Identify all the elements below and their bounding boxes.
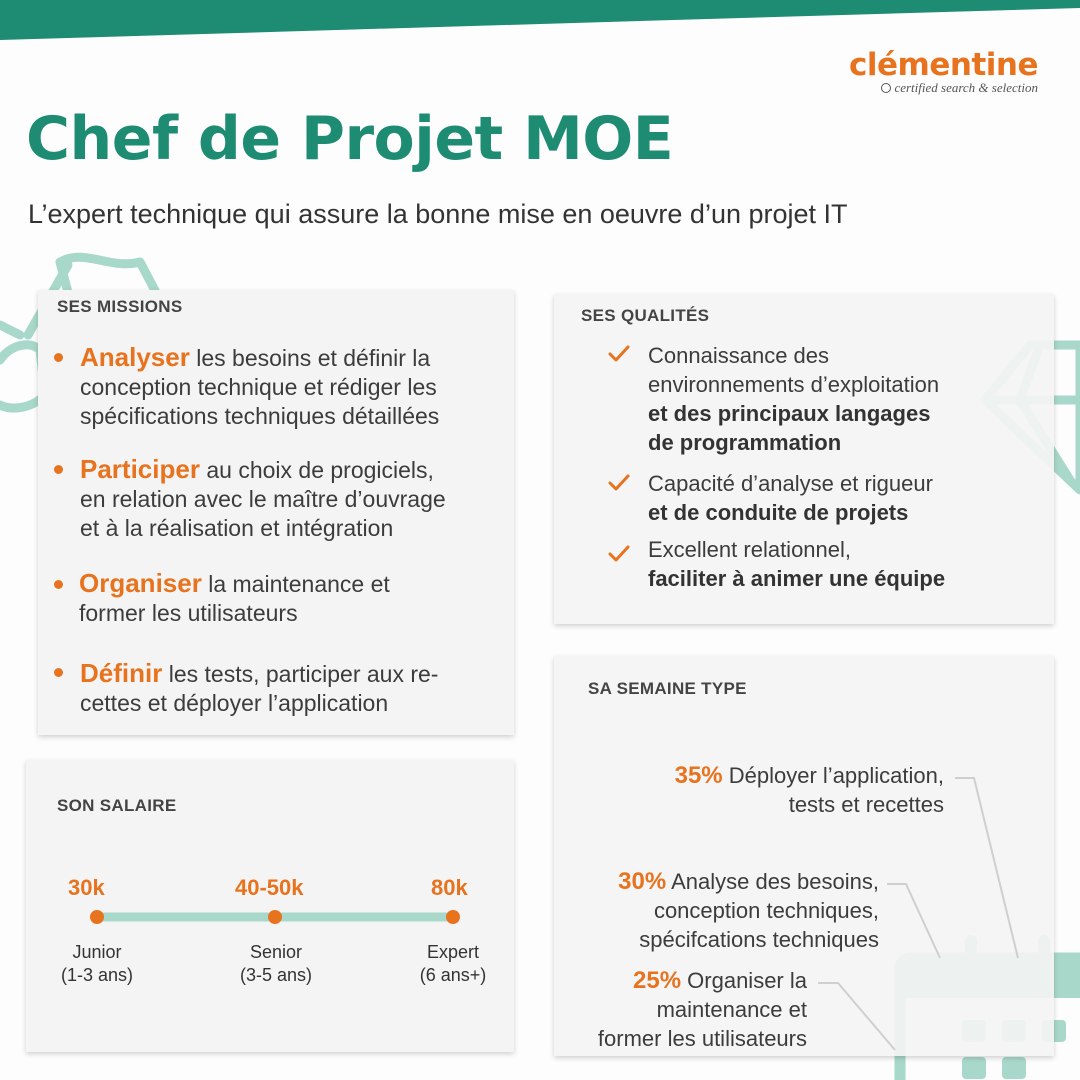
qualities-title: SES QUALITÉS: [581, 306, 710, 325]
mission-verb: Participer: [80, 454, 200, 484]
brand-name: clémentine: [849, 47, 1038, 83]
quality-text: Excellent relationnel,: [648, 537, 852, 562]
mission-text: cettes et déployer l’application: [80, 690, 389, 716]
week-text: former les utilisateurs: [597, 1026, 807, 1051]
quality-text: Capacité d’analyse et rigueur: [648, 471, 933, 496]
week-percent: 30%: [618, 868, 667, 895]
salary-level-years: (3-5 ans): [239, 965, 313, 985]
salary-level-years: (1-3 ans): [60, 965, 134, 985]
page-subtitle: L’expert technique qui assure la bonne mise en oeuvre d’un projet IT: [28, 199, 848, 229]
mission-text: conception technique et rédiger les: [80, 374, 437, 400]
week-text: spécifcations techniques: [639, 927, 879, 952]
week-title: SA SEMAINE TYPE: [588, 679, 747, 698]
week-text: Analyse des besoins,: [666, 869, 879, 894]
salary-level-label: Senior: [249, 942, 303, 962]
salary-value: 80k: [431, 875, 468, 900]
salary-level-label: Junior: [72, 942, 122, 962]
week-text: tests et recettes: [788, 792, 944, 817]
salary-value: 30k: [68, 875, 105, 900]
week-text: Déployer l’application,: [722, 763, 944, 788]
week-item: [618, 867, 879, 954]
quality-bold-text: de programmation: [648, 430, 842, 455]
week-text: maintenance et: [656, 997, 807, 1022]
mission-verb: Définir: [80, 658, 163, 688]
quality-text: environnements d’exploitation: [648, 372, 940, 397]
quality-bold-text: et des principaux langages: [648, 401, 931, 426]
mission-verb: Analyser: [80, 342, 190, 372]
mission-text: et à la réalisation et intégration: [80, 515, 394, 541]
mission-text: au choix de progiciels,: [199, 457, 434, 483]
quality-bold-text: et de conduite de projets: [648, 500, 909, 525]
salary-title: SON SALAIRE: [57, 796, 177, 815]
week-item: [598, 966, 807, 1053]
salary-value: 40-50k: [235, 875, 304, 900]
week-percent: 35%: [674, 762, 723, 789]
mission-text: les tests, participer aux re-: [162, 661, 439, 687]
mission-verb: Organiser: [79, 568, 202, 598]
quality-bold-text: faciliter à animer une équipe: [648, 566, 946, 591]
week-text: conception techniques,: [653, 898, 879, 923]
mission-text: la maintenance et: [201, 571, 390, 597]
mission-text: former les utilisateurs: [79, 600, 298, 626]
mission-text: en relation avec le maître d’ouvrage: [80, 486, 446, 512]
salary-level-label: Expert: [426, 942, 480, 962]
week-text: Organiser la: [681, 968, 807, 993]
quality-text: Connaissance des: [648, 343, 830, 368]
week-item: [675, 761, 944, 819]
mission-text: les besoins et définir la: [189, 345, 431, 371]
mission-text: spécifications techniques détaillées: [80, 403, 440, 429]
page-title: Chef de Projet MOE: [26, 104, 674, 174]
brand-tagline-text: certified search & selection: [894, 80, 1038, 95]
missions-title: SES MISSIONS: [57, 297, 183, 316]
week-percent: 25%: [633, 967, 682, 994]
salary-level-years: (6 ans+): [419, 965, 487, 985]
